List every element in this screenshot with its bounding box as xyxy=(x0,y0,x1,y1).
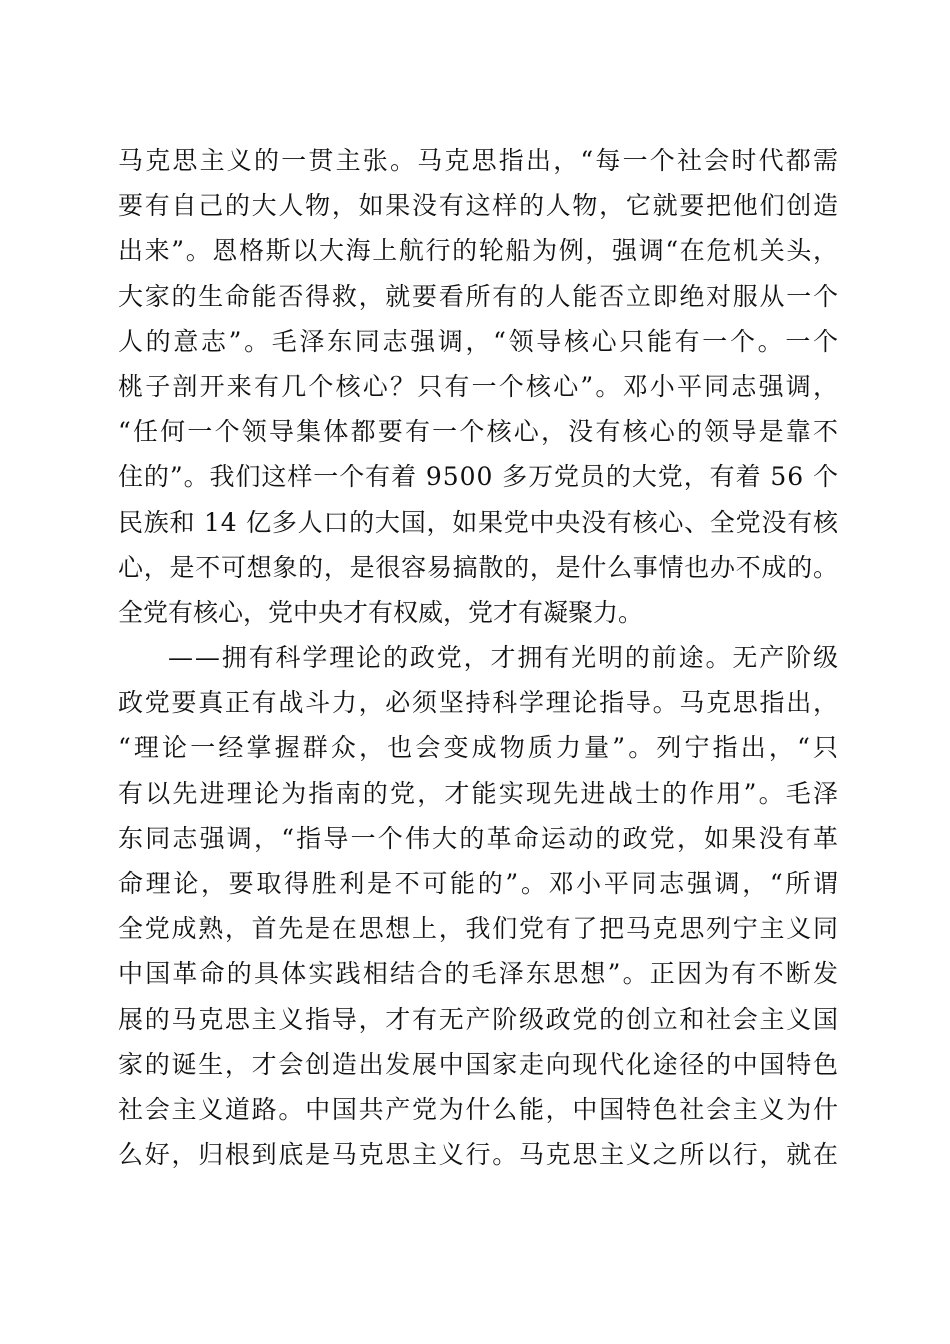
text-line: 命理论，要取得胜利是不可能的”。邓小平同志强调，“所谓 xyxy=(118,869,841,898)
text-line: “任何一个领导集体都要有一个核心，没有核心的领导是靠不 xyxy=(118,417,841,447)
text-line: 出来”。恩格斯以大海上航行的轮船为例，强调“在危机关头， xyxy=(118,236,840,266)
paragraph-first-line: ——拥有科学理论的政党，才拥有光明的前途。无产阶级 xyxy=(168,643,840,673)
text-line: “理论一经掌握群众，也会变成物质力量”。列宁指出，“只 xyxy=(118,733,842,763)
text-line: 家的诞生，才会创造出发展中国家走向现代化途径的中国特色 xyxy=(118,1049,840,1079)
text-line: 要有自己的大人物，如果没有这样的人物，它就要把他们创造 xyxy=(118,191,840,221)
text-line: 心，是不可想象的，是很容易搞散的，是什么事情也办不成的。 xyxy=(118,552,839,582)
text-line: 桃子剖开来有几个核心？只有一个核心”。邓小平同志强调， xyxy=(118,371,841,401)
text-line: 社会主义道路。中国共产党为什么能，中国特色社会主义为什 xyxy=(118,1094,840,1124)
text-line: 马克思主义的一贯主张。马克思指出，“每一个社会时代都需 xyxy=(118,146,841,175)
text-line: 么好，归根到底是马克思主义行。马克思主义之所以行，就在 xyxy=(118,1140,840,1170)
text-line: 政党要真正有战斗力，必须坚持科学理论指导。马克思指出， xyxy=(118,688,840,718)
text-line: 展的马克思主义指导，才有无产阶级政党的创立和社会主义国 xyxy=(118,1004,840,1034)
text-line: 住的”。我们这样一个有着 9500 多万党员的大党，有着 56 个 xyxy=(118,462,839,492)
text-line: 东同志强调，“指导一个伟大的革命运动的政党，如果没有革 xyxy=(118,823,841,853)
text-line: 全党有核心，党中央才有权威，党才有凝聚力。 xyxy=(118,597,644,627)
text-line: 人的意志”。毛泽东同志强调，“领导核心只能有一个。一个 xyxy=(118,326,841,356)
text-line: 中国革命的具体实践相结合的毛泽东思想”。正因为有不断发 xyxy=(118,959,841,989)
text-line: 大家的生命能否得救，就要看所有的人能否立即绝对服从一个 xyxy=(118,281,840,311)
text-line: 有以先进理论为指南的党，才能实现先进战士的作用”。毛泽 xyxy=(118,778,841,808)
text-line: 全党成熟，首先是在思想上，我们党有了把马克思列宁主义同 xyxy=(118,914,840,944)
body-text xyxy=(118,138,842,1177)
text-line: 民族和 14 亿多人口的大国，如果党中央没有核心、全党没有核 xyxy=(118,507,839,537)
